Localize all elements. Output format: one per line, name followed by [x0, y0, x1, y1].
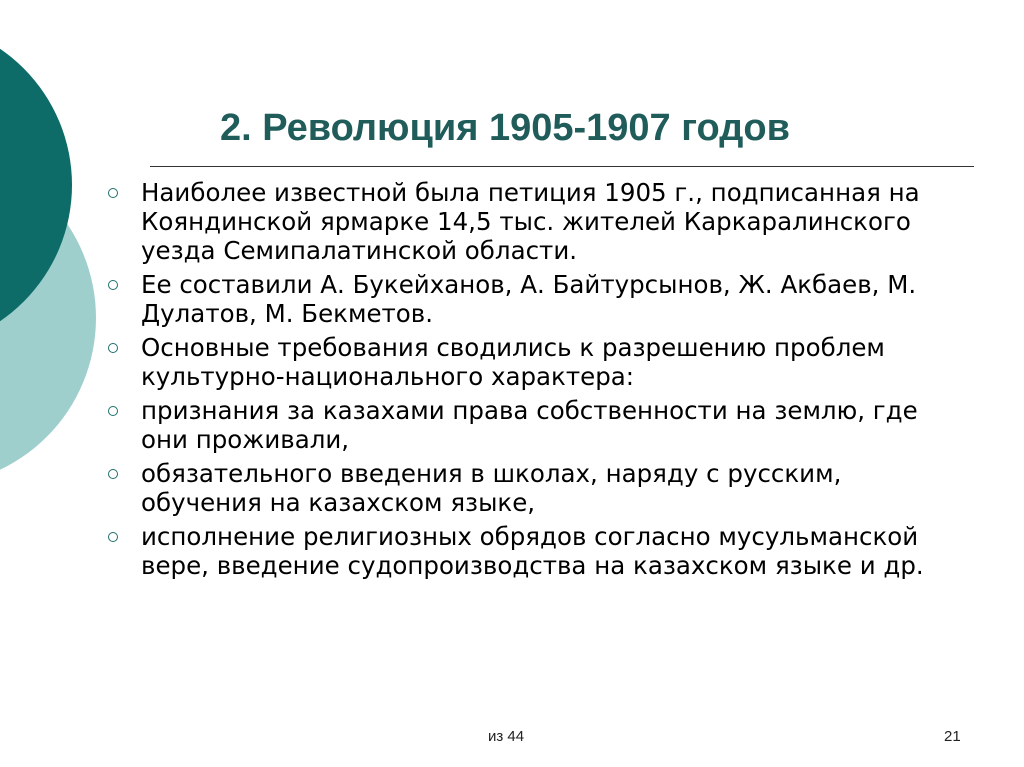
slide-title: 2. Революция 1905-1907 годов: [220, 107, 790, 149]
bullet-item: [100, 333, 950, 391]
page-number: 21: [944, 728, 961, 745]
bullet-text: исполнение религиозных обрядов согласно мусульманской вере, введение судопроизводства на казахском языке и др.: [141, 522, 924, 580]
bullet-item: [100, 459, 950, 517]
bullet-list: [100, 178, 950, 585]
bullet-circle-icon: [108, 188, 118, 198]
page-total: из 44: [488, 728, 525, 745]
bullet-text: Наиболее известной была петиция 1905 г., подписанная на Кояндинской ярмарке 14,5 тыс. жителей Каркаралинского уезда Семипалатинской области.: [141, 178, 920, 265]
bullet-circle-icon: [108, 343, 118, 353]
bullet-item: [100, 270, 950, 328]
bullet-circle-icon: [108, 532, 118, 542]
bullet-item: [100, 396, 950, 454]
title-divider: [150, 166, 974, 167]
bullet-text: Основные требования сводились к разрешению проблем культурно-национального характера:: [141, 333, 885, 391]
bullet-text: Ее составили А. Букейханов, А. Байтурсынов, Ж. Акбаев, М. Дулатов, М. Бекметов.: [141, 270, 917, 328]
bullet-text: признания за казахами права собственности на землю, где они проживали,: [141, 396, 918, 454]
bullet-item: [100, 522, 950, 580]
bullet-circle-icon: [108, 280, 118, 290]
bullet-text: обязательного введения в школах, наряду с русским, обучения на казахском языке,: [141, 459, 842, 517]
bullet-item: [100, 178, 950, 265]
bullet-circle-icon: [108, 406, 118, 416]
bullet-circle-icon: [108, 469, 118, 479]
